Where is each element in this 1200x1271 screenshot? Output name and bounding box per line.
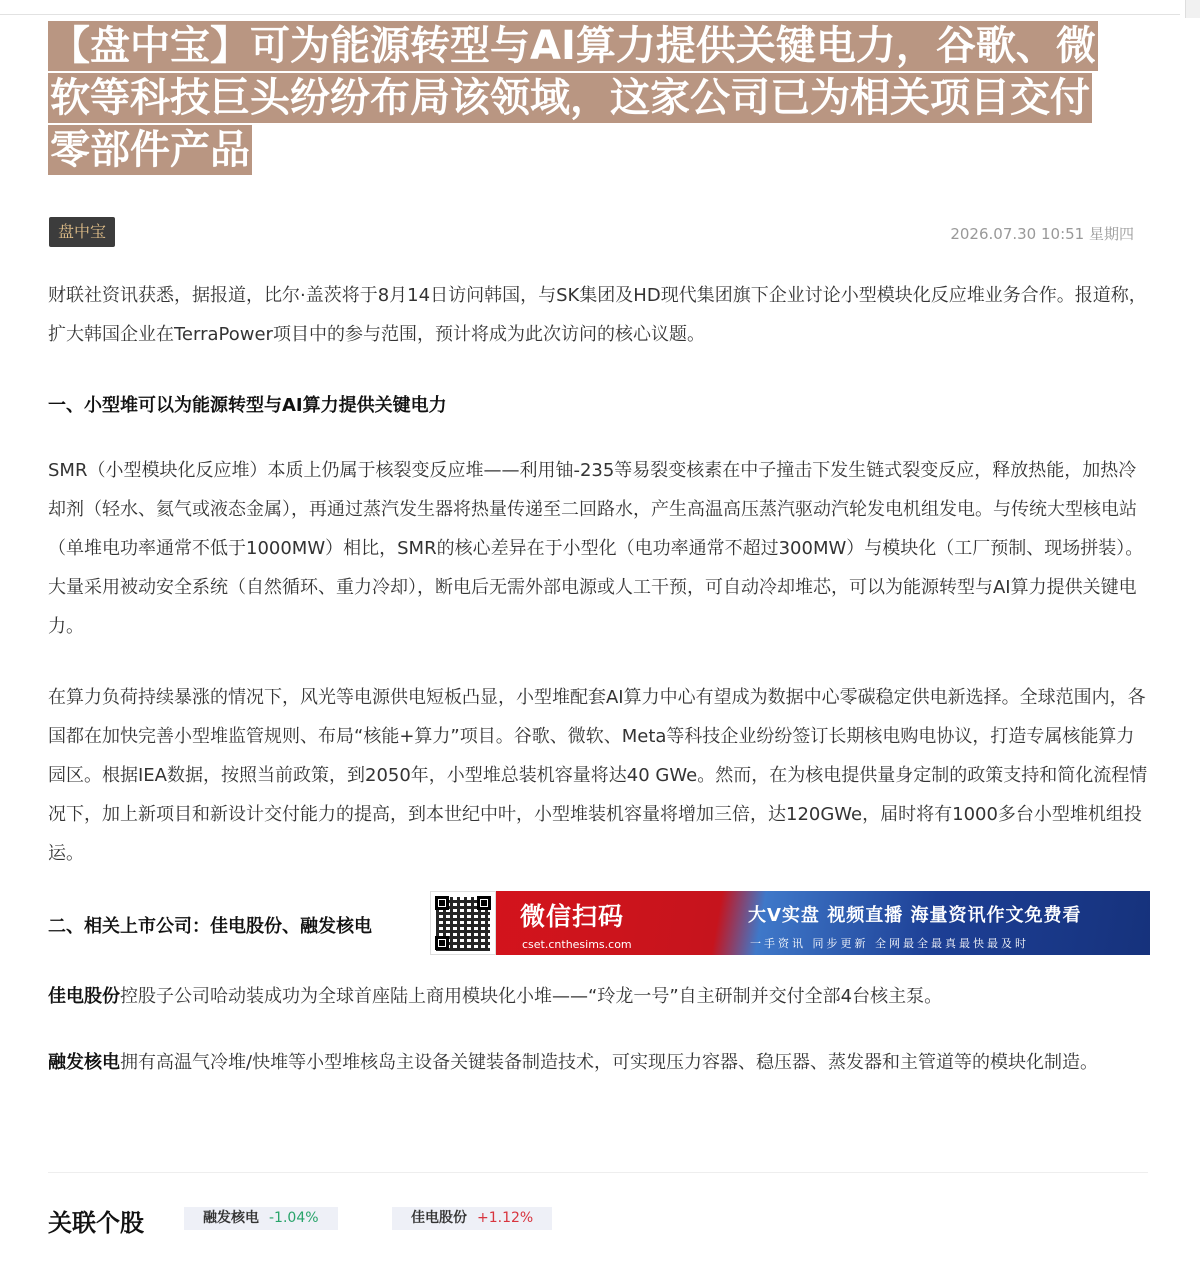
article-title xyxy=(48,20,1152,176)
paragraph-ai-power: 在算力负荷持续暴涨的情况下，风光等电源供电短板凸显，小型堆配套AI算力中心有望成为数据中心零碳稳定供电新选择。全球范围内，各国都在加快完善小型堆监管规则、布局“核能+算力”项目。谷歌、微软、Meta等科技企业纷纷签订长期核电购电协议，打造专属核能算力园区。根据IEA数据，按照当前政策，到2050年，小型堆总装机容量将达40 GWe。然而，在为核电提供量身定制的政策支持和简化流程情况下，加上新项目和新设计交付能力的提高，到本世纪中叶，小型堆装机容量将增加三倍，达120GWe，届时将有1000多台小型堆机组投运。 xyxy=(48,687,1148,864)
stock-chip-rongfa[interactable] xyxy=(184,1207,338,1230)
stock-name: 佳电股份 xyxy=(411,1210,467,1226)
column-tag[interactable]: 盘中宝 xyxy=(49,217,115,247)
stock-change: -1.04% xyxy=(269,1210,319,1226)
paragraph-rongfa-text: 拥有高温气冷堆/快堆等小型堆核岛主设备关键装备制造技术，可实现压力容器、稳压器、蒸发器和主管道等的模块化制造。 xyxy=(120,1052,1099,1073)
qr-code-icon xyxy=(430,891,496,955)
paragraph-intro: 财联社资讯获悉，据报道，比尔·盖茨将于8月14日访问韩国，与SK集团及HD现代集团旗下企业讨论小型模块化反应堆业务合作。报道称，扩大韩国企业在TerraPower项目中的参与范围，预计将成为此次访问的核心议题。 xyxy=(48,285,1147,345)
related-stocks-title: 关联个股 xyxy=(48,1209,144,1237)
scrollbar[interactable] xyxy=(1185,0,1200,18)
banner-main-text: 微信扫码 xyxy=(520,902,625,931)
company-name-rongfa[interactable]: 融发核电 xyxy=(48,1052,120,1073)
title-line-2: 软等科技巨头纷纷布局该领域，这家公司已为相关项目交付 xyxy=(50,75,1090,121)
stock-change: +1.12% xyxy=(477,1210,534,1226)
banner-subtext: 一手资讯 同步更新 全网最全最真最快最及时 xyxy=(750,937,1029,950)
publish-datetime: 2026.07.30 10:51 星期四 xyxy=(950,225,1134,243)
wechat-scan-banner[interactable] xyxy=(430,891,1150,955)
title-line-1: 【盘中宝】可为能源转型与AI算力提供关键电力，谷歌、微 xyxy=(50,23,1096,69)
banner-url: cset.cnthesims.com xyxy=(522,938,632,951)
stock-chip-jiadian[interactable] xyxy=(392,1207,552,1230)
paragraph-jiadian xyxy=(48,977,1148,1016)
title-line-3: 零部件产品 xyxy=(50,127,250,173)
section-divider xyxy=(48,1172,1148,1173)
paragraph-jiadian-text: 控股子公司哈动装成功为全球首座陆上商用模块化小堆——“玲龙一号”自主研制并交付全部4台核主泵。 xyxy=(120,986,943,1007)
paragraph-rongfa xyxy=(48,1043,1148,1082)
section-heading-2: 二、相关上市公司：佳电股份、融发核电 xyxy=(48,916,372,937)
company-name-jiadian[interactable]: 佳电股份 xyxy=(48,986,120,1007)
paragraph-smr: SMR（小型模块化反应堆）本质上仍属于核裂变反应堆——利用铀-235等易裂变核素在中子撞击下发生链式裂变反应，释放热能，加热冷却剂（轻水、氦气或液态金属），再通过蒸汽发生器将热量传递至二回路水，产生高温高压蒸汽驱动汽轮发电机组发电。与传统大型核电站（单堆电功率通常不低于1000MW）相比，SMR的核心差异在于小型化（电功率通常不超过300MW）与模块化（工厂预制、现场拼装）。大量采用被动安全系统（自然循环、重力冷却），断电后无需外部电源或人工干预，可自动冷却堆芯，可以为能源转型与AI算力提供关键电力。 xyxy=(48,460,1144,637)
section-heading-1: 一、小型堆可以为能源转型与AI算力提供关键电力 xyxy=(48,395,447,416)
stock-name: 融发核电 xyxy=(203,1210,259,1226)
banner-slogan: 大V实盘 视频直播 海量资讯作文免费看 xyxy=(748,905,1082,926)
top-rule xyxy=(0,0,1180,15)
